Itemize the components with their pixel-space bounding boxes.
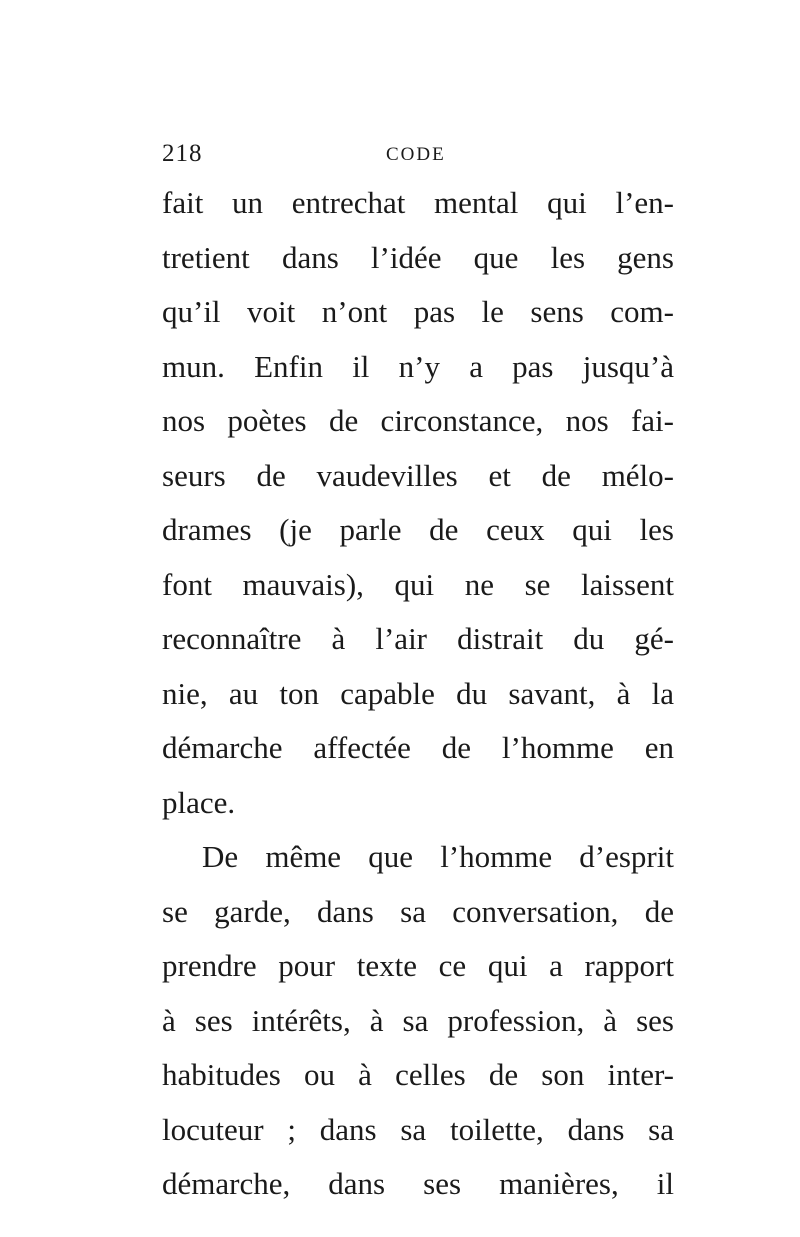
running-title: CODE <box>386 144 446 165</box>
text-line: prendre pour texte ce qui a rapport <box>162 948 674 983</box>
text-line: habitudes ou à celles de son inter- <box>162 1057 674 1092</box>
text-line: mun. Enfin il n’y a pas jusqu’à <box>162 348 674 384</box>
text-line: tretient dans l’idée que les gens <box>162 239 674 275</box>
text-line: reconnaître à l’air distrait du gé- <box>162 621 674 656</box>
text-line: se garde, dans sa conversation, de <box>162 893 674 929</box>
text-line: locuteur ; dans sa toilette, dans sa <box>162 1111 674 1147</box>
text-line: drames (je parle de ceux qui les <box>162 512 674 547</box>
text-line: démarche, dans ses manières, il <box>162 1166 674 1201</box>
text-line: seurs de vaudevilles et de mélo- <box>162 457 674 493</box>
text-line: à ses intérêts, à sa profession, à ses <box>162 1002 674 1038</box>
running-head <box>162 140 672 170</box>
page-number: 218 <box>162 140 203 167</box>
text-line: qu’il voit n’ont pas le sens com- <box>162 294 674 329</box>
text-line: place. <box>162 784 236 820</box>
text-line: De même que l’homme d’esprit <box>202 839 674 874</box>
text-line: font mauvais), qui ne se laissent <box>162 566 674 602</box>
body-text <box>162 176 674 1212</box>
text-line: démarche affectée de l’homme en <box>162 730 674 765</box>
text-line: nos poètes de circonstance, nos fai- <box>162 403 674 438</box>
text-line: fait un entrechat mental qui l’en- <box>162 185 674 220</box>
text-line: nie, au ton capable du savant, à la <box>162 675 674 711</box>
